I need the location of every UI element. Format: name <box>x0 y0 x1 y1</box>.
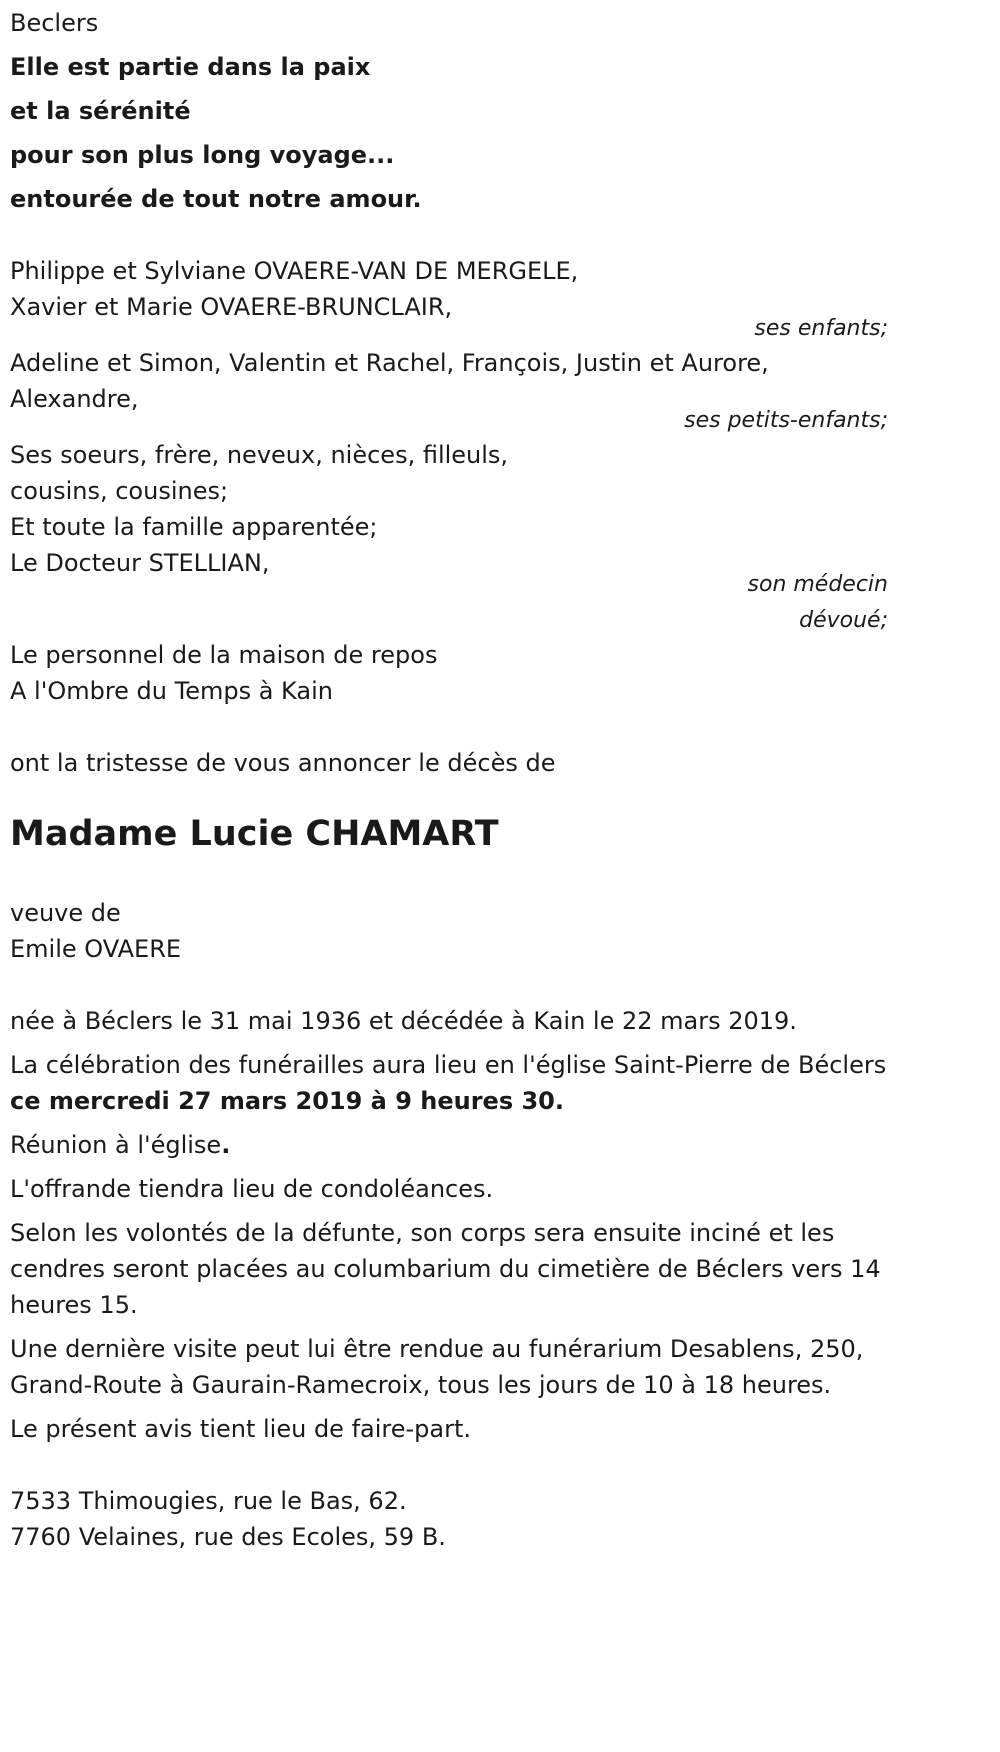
grandchildren-line-1: Adeline et Simon, Valentin et Rachel, François, Justin et Aurore, <box>10 349 769 377</box>
children-role: ses enfants; <box>754 316 888 341</box>
poem-line-4: entourée de tout notre amour. <box>10 185 422 213</box>
poem-line-2: et la sérénité <box>10 97 191 125</box>
ceremony-line: La célébration des funérailles aura lieu en l'église Saint-Pierre de Béclers <box>10 1051 887 1079</box>
doctor-role-line-1: son médecin <box>747 572 888 597</box>
address-line-1: 7533 Thimougies, rue le Bas, 62. <box>10 1487 407 1515</box>
visit-line-2: Grand-Route à Gaurain-Ramecroix, tous les jours de 10 à 18 heures. <box>10 1371 832 1399</box>
relatives-line-3: Et toute la famille apparentée; <box>10 513 378 541</box>
deceased-name: Madame Lucie CHAMART <box>10 814 499 854</box>
cremation-line-1: Selon les volontés de la défunte, son corps sera ensuite inciné et les <box>10 1219 835 1247</box>
poem-line-3: pour son plus long voyage... <box>10 141 395 169</box>
staff-line-2: A l'Ombre du Temps à Kain <box>10 677 333 705</box>
cremation-line-2: cendres seront placées au columbarium du cimetière de Béclers vers 14 <box>10 1255 881 1283</box>
offering-line: L'offrande tiendra lieu de condoléances. <box>10 1175 494 1203</box>
doctor-line: Le Docteur STELLIAN, <box>10 549 270 577</box>
children-line-2: Xavier et Marie OVAERE-BRUNCLAIR, <box>10 293 453 321</box>
poem-line-1: Elle est partie dans la paix <box>10 53 371 81</box>
relatives-line-1: Ses soeurs, frère, neveux, nièces, filleuls, <box>10 441 509 469</box>
doctor-role-line-2: dévoué; <box>799 608 888 633</box>
relatives-line-2: cousins, cousines; <box>10 477 229 505</box>
meeting-dot: . <box>221 1131 231 1159</box>
staff-line-1: Le personnel de la maison de repos <box>10 641 438 669</box>
visit-line-1: Une dernière visite peut lui être rendue au funérarium Desablens, 250, <box>10 1335 864 1363</box>
cremation-line-3: heures 15. <box>10 1291 138 1319</box>
children-line-1: Philippe et Sylviane OVAERE-VAN DE MERGELE, <box>10 257 579 285</box>
notice-line: Le présent avis tient lieu de faire-part. <box>10 1415 472 1443</box>
announcement-intro: ont la tristesse de vous annoncer le décès de <box>10 749 556 777</box>
address-line-2: 7760 Velaines, rue des Ecoles, 59 B. <box>10 1523 446 1551</box>
widow-line-2: Emile OVAERE <box>10 935 182 963</box>
meeting-text: Réunion à l'église <box>10 1131 222 1159</box>
grandchildren-role: ses petits-enfants; <box>684 408 888 433</box>
grandchildren-line-2: Alexandre, <box>10 385 139 413</box>
meeting-line <box>10 1130 230 1160</box>
ceremony-date: ce mercredi 27 mars 2019 à 9 heures 30. <box>10 1087 564 1115</box>
widow-line-1: veuve de <box>10 899 121 927</box>
birth-death-line: née à Béclers le 31 mai 1936 et décédée à Kain le 22 mars 2019. <box>10 1007 797 1035</box>
place-name: Beclers <box>10 9 99 37</box>
